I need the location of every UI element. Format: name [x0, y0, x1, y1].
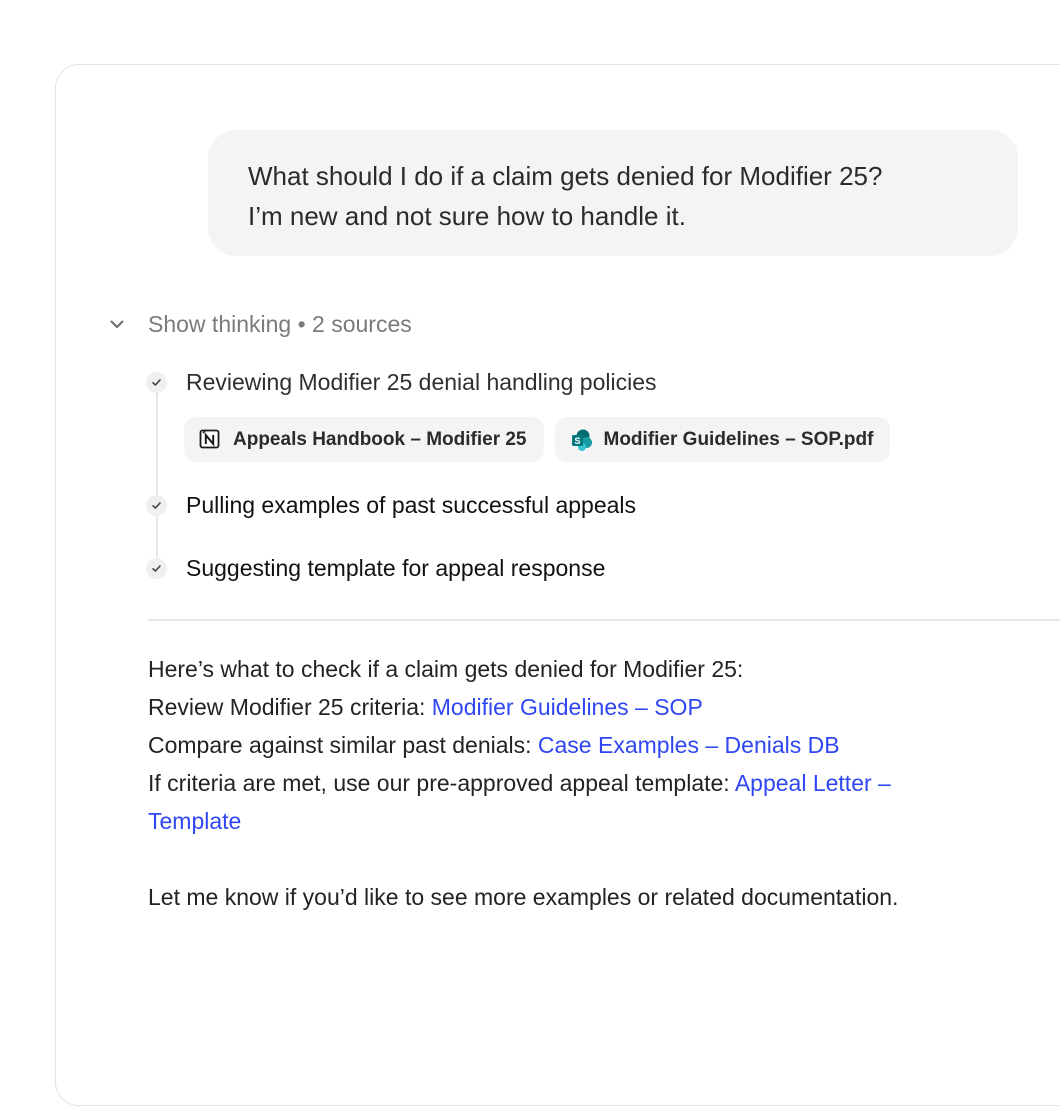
user-message-bubble: [208, 130, 1018, 256]
sharepoint-icon: [570, 428, 594, 452]
svg-text:S: S: [573, 435, 581, 446]
thinking-step: [146, 489, 636, 521]
thinking-step: [146, 366, 657, 398]
answer-intro: Here’s what to check if a claim gets denied for Modifier 25:: [148, 656, 744, 682]
source-chip-modifier-guidelines[interactable]: S Modifier Guidelines – SOP.pdf: [555, 417, 891, 462]
thinking-step-label: Reviewing Modifier 25 denial handling policies: [186, 368, 657, 395]
timeline-connector: [156, 390, 158, 570]
user-message-line: I’m new and not sure how to handle it.: [248, 201, 686, 231]
answer-line: If criteria are met, use our pre-approved appeal template: Appeal Letter –: [148, 770, 891, 796]
thinking-step-label: Pulling examples of past successful appeals: [186, 491, 637, 518]
chevron-down-icon: [104, 311, 130, 337]
link-appeal-letter-cont[interactable]: Template: [148, 808, 242, 834]
user-message-line: What should I do if a claim gets denied for Modifier 25?: [248, 161, 883, 191]
link-case-examples[interactable]: Case Examples – Denials DB: [537, 732, 840, 758]
answer-closing: Let me know if you’d like to see more examples or related documentation.: [148, 884, 899, 910]
show-thinking-toggle[interactable]: [104, 306, 412, 342]
link-appeal-letter[interactable]: Appeal Letter –: [734, 770, 891, 796]
thinking-step: [146, 552, 605, 584]
show-thinking-label: Show thinking • 2 sources: [148, 310, 412, 337]
thinking-step-label: Suggesting template for appeal response: [186, 554, 606, 581]
answer-line: Review Modifier 25 criteria: Modifier Guidelines – SOP: [148, 694, 703, 720]
assistant-answer: [148, 650, 1008, 916]
check-icon: [146, 495, 167, 516]
divider: [148, 619, 1060, 621]
check-icon: [146, 372, 167, 393]
answer-line: Compare against similar past denials: Case Examples – Denials DB: [148, 732, 840, 758]
answer-line: [148, 802, 1008, 840]
spacer: [148, 840, 1008, 878]
source-chip-appeals-handbook[interactable]: Appeals Handbook – Modifier 25: [184, 417, 544, 462]
source-chips: [184, 417, 890, 462]
link-modifier-guidelines[interactable]: Modifier Guidelines – SOP: [431, 694, 703, 720]
check-icon: [146, 558, 167, 579]
notion-icon: [199, 428, 223, 452]
